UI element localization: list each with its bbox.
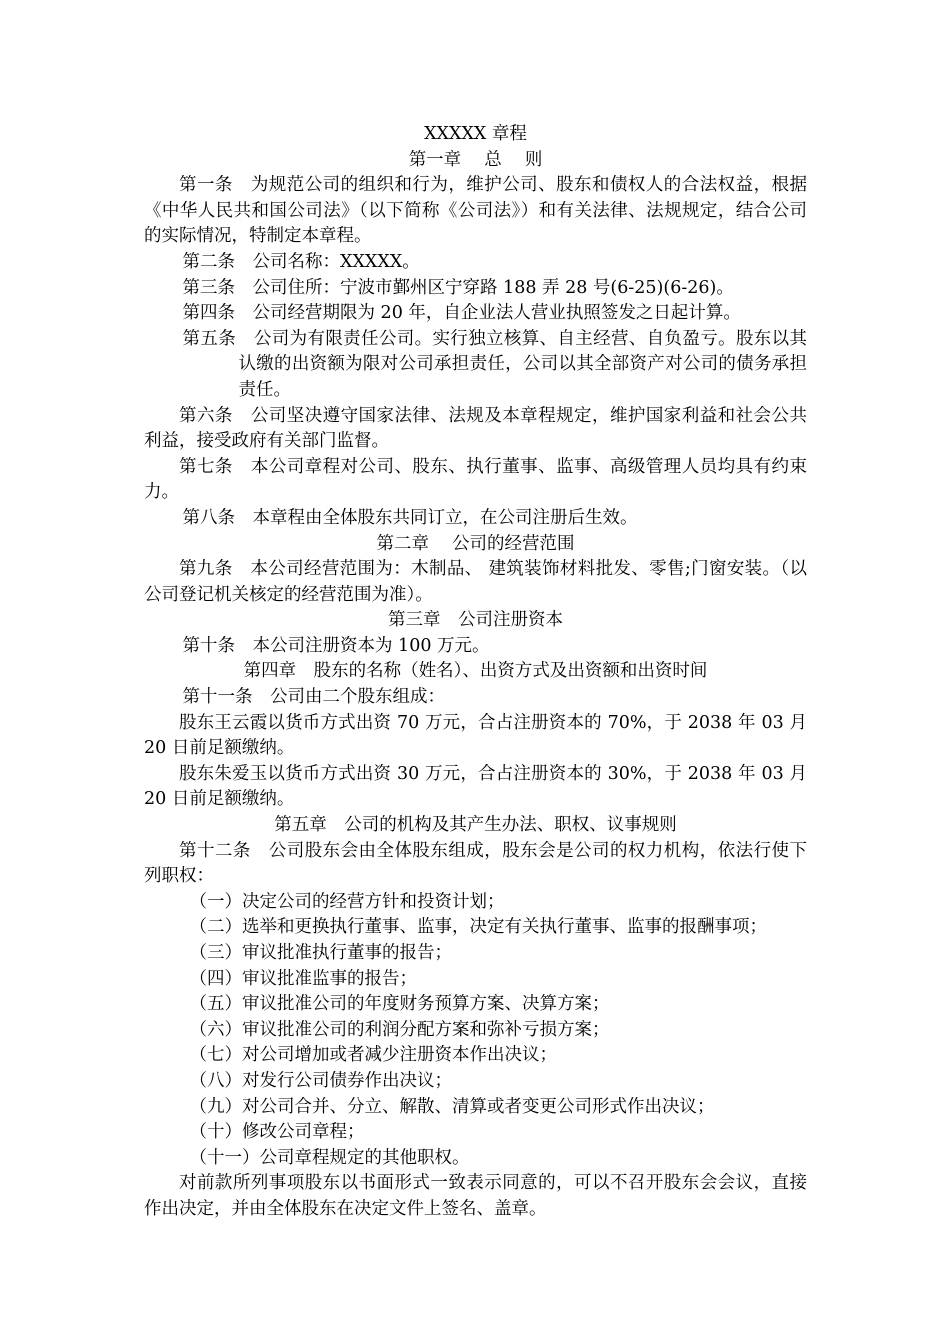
article-3: 第三条 公司住所：宁波市鄞州区宁穿路 188 弄 28 号(6-25)(6-26)。 <box>182 277 734 298</box>
list-item: （七）对公司增加或者减少注册资本作出决议； <box>189 1045 557 1066</box>
article-6: 第六条 公司坚决遵守国家法律、法规及本章程规定，维护国家利益和社会公共利益，接受政府有关部门监督。 <box>144 405 807 452</box>
article-11: 第十一条 公司由二个股东组成： <box>182 687 445 708</box>
list-item: （十一）公司章程规定的其他职权。 <box>189 1147 470 1168</box>
shareholder-paragraph: 股东朱爱玉以货币方式出资 30 万元，合占注册资本的 30%，于 2038 年 03 月 20 日前足额缴纳。 <box>144 763 807 810</box>
list-item: （三）审议批准执行董事的报告； <box>189 943 452 963</box>
document-page <box>144 122 807 1223</box>
list-item: （九）对公司合并、分立、解散、清算或者变更公司形式作出决议； <box>189 1096 715 1117</box>
list-item: （一）决定公司的经营方针和投资计划； <box>189 891 505 912</box>
article-2: 第二条 公司名称：XXXXX。 <box>182 251 420 272</box>
chapter-heading: 第一章 总 则 <box>408 149 543 170</box>
list-item: （二）选举和更换执行董事、监事，决定有关执行董事、监事的报酬事项； <box>189 917 767 938</box>
article-7: 第七条 本公司章程对公司、股东、执行董事、监事、高级管理人员均具有约束力。 <box>144 456 807 503</box>
chapter-heading: 第五章 公司的机构及其产生办法、职权、议事规则 <box>274 815 677 836</box>
chapter-heading: 第四章 股东的名称（姓名）、出资方式及出资额和出资时间 <box>243 661 708 682</box>
article-12: 第十二条 公司股东会由全体股东组成，股东会是公司的权力机构，依法行使下列职权： <box>144 840 807 887</box>
article-10: 第十条 本公司注册资本为 100 万元。 <box>182 635 490 656</box>
document-title: XXXXX 章程 <box>424 124 527 144</box>
article-5: 第五条 公司为有限责任公司。实行独立核算、自主经营、自负盈亏。股东以其认缴的出资额为限对公司承担责任，公司以其全部资产对公司的债务承担责任。 <box>182 328 807 400</box>
list-item: （五）审议批准公司的年度财务预算方案、决算方案； <box>189 994 610 1015</box>
list-item: （六）审议批准公司的利润分配方案和弥补亏损方案； <box>189 1019 610 1040</box>
article-1: 第一条 为规范公司的组织和行为，维护公司、股东和债权人的合法权益，根据《中华人民共和国公司法》（以下简称《公司法》）和有关法律、法规规定，结合公司的实际情况，特制定本章程。 <box>144 175 807 247</box>
chapter-heading: 第三章 公司注册资本 <box>388 610 563 631</box>
chapter-heading: 第二章 公司的经营范围 <box>376 533 575 554</box>
article-8: 第八条 本章程由全体股东共同订立，在公司注册后生效。 <box>182 507 638 528</box>
list-item: （八）对发行公司债券作出决议； <box>189 1070 452 1091</box>
article-4: 第四条 公司经营期限为 20 年，自企业法人营业执照签发之日起计算。 <box>182 303 741 324</box>
closing-paragraph: 对前款所列事项股东以书面形式一致表示同意的，可以不召开股东会会议，直接作出决定，并由全体股东在决定文件上签名、盖章。 <box>144 1173 807 1219</box>
shareholder-paragraph: 股东王云霞以货币方式出资 70 万元，合占注册资本的 70%，于 2038 年 03 月 20 日前足额缴纳。 <box>144 712 807 759</box>
list-item: （十）修改公司章程； <box>189 1122 365 1143</box>
article-9: 第九条 本公司经营范围为：木制品、 建筑装饰材料批发、零售;门窗安装。（以公司登记机关核定的经营范围为准）。 <box>144 559 807 605</box>
list-item: （四）审议批准监事的报告； <box>189 968 417 989</box>
